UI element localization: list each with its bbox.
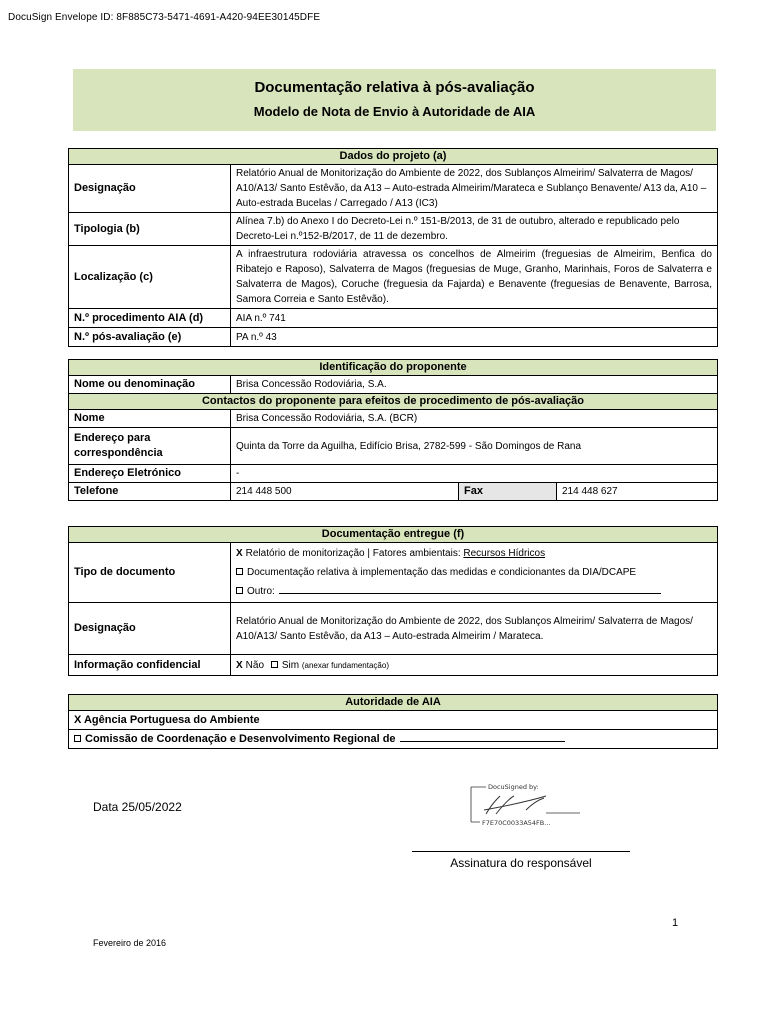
phone-value: 214 448 500 <box>231 483 459 501</box>
signature-id: F7E70C0033A54FB... <box>482 819 551 827</box>
page-number: 1 <box>672 917 679 929</box>
docusign-signature <box>466 780 586 830</box>
proponent-name-label: Nome ou denominação <box>69 376 231 394</box>
checkbox-icon <box>236 568 243 575</box>
proponent-name-value: Brisa Concessão Rodoviária, S.A. <box>231 376 718 394</box>
other-blank-line <box>279 585 661 594</box>
signature-caption: Assinatura do responsável <box>450 856 592 870</box>
water-resources-link: Recursos Hídricos <box>463 548 546 559</box>
authority-heading: Autoridade de AIA <box>69 695 718 711</box>
email-label: Endereço Eletrónico <box>69 465 231 483</box>
proponent-table <box>68 359 718 501</box>
email-value: - <box>231 465 718 483</box>
project-data-heading: Dados do projeto (a) <box>69 149 718 165</box>
contacts-heading: Contactos do proponente para efeitos de procedimento de pós-avaliação <box>69 394 718 410</box>
docusign-envelope-id: DocuSign Envelope ID: 8F885C73-5471-4691-A420-94EE30145DFE <box>8 12 321 23</box>
signature-line <box>412 851 630 852</box>
designation-value: Relatório Anual de Monitorização do Ambiente de 2022, dos Sublanços Almeirim/ Salvaterra de Magos/ A10/A13/ Santo Estêvão, da A13 – Auto-estrada Almeirim/Marateca e Sublanço Benavente/ A13 da, A10 – Auto-estrada Bucelas / Carregado / A13 (IC3) <box>231 165 718 213</box>
authority-apa[interactable]: X Agência Portuguesa do Ambiente <box>69 711 718 730</box>
designation-label: Designação <box>69 165 231 213</box>
yes-note: (anexar fundamentação) <box>301 660 389 670</box>
fax-label: Fax <box>459 483 557 501</box>
phone-label: Telefone <box>69 483 231 501</box>
authority-table <box>68 694 718 749</box>
confidential-label: Informação confidencial <box>69 655 231 676</box>
doc-designation-label: Designação <box>69 603 231 655</box>
contact-name-label: Nome <box>69 410 231 428</box>
location-value: A infraestrutura rodoviária atravessa os concelhos de Almeirim (freguesias de Almeirim, Benfica do Ribatejo e Raposo), Salvaterra de Magos (freguesias de Muge, Granho, Marinhais, Foros de Salvaterra e Salvaterra de Magos), Coruche (freguesia da Fajarda) e Benavente (freguesias de Benavente, Barrosa, Samora Correia e Santo Estêvão). <box>231 246 718 309</box>
document-header <box>73 69 716 131</box>
checkbox-icon <box>271 661 278 668</box>
documentation-heading: Documentação entregue (f) <box>69 527 718 543</box>
ccdr-blank-line <box>400 731 565 742</box>
aia-procedure-value: AIA n.º 741 <box>231 309 718 328</box>
checked-mark: X <box>236 548 243 559</box>
document-subtitle: Modelo de Nota de Envio à Autoridade de AIA <box>253 104 536 119</box>
typology-value: Alínea 7.b) do Anexo I do Decreto-Lei n.º 151-B/2013, de 31 de outubro, alterado e republicado pelo Decreto-Lei n.º152-B/2017, de 11 de dezembro. <box>231 213 718 246</box>
doc-designation-value: Relatório Anual de Monitorização do Ambiente de 2022, dos Sublanços Almeirim/ Salvaterra de Magos/ A10/A13/ Santo Estêvão, da A13 – Auto-estrada Almeirim / Marateca. <box>231 603 718 655</box>
checkbox-icon <box>74 735 81 742</box>
docusigned-by-label: DocuSigned by: <box>488 783 539 791</box>
post-evaluation-value: PA n.º 43 <box>231 328 718 347</box>
option-dia-measures[interactable]: Documentação relativa à implementação das medidas e condicionantes da DIA/DCAPE <box>236 563 712 582</box>
contact-name-value: Brisa Concessão Rodoviária, S.A. (BCR) <box>231 410 718 428</box>
proponent-heading: Identificação do proponente <box>69 360 718 376</box>
option-no[interactable]: Não <box>245 659 265 671</box>
date-text: Data 25/05/2022 <box>93 800 182 814</box>
document-type-options <box>231 543 718 603</box>
typology-label: Tipologia (b) <box>69 213 231 246</box>
fax-value: 214 448 627 <box>557 483 718 501</box>
option-monitoring-report[interactable]: X Relatório de monitorização | Fatores ambientais: Recursos Hídricos <box>236 548 546 559</box>
checked-mark: X <box>236 659 243 671</box>
address-value: Quinta da Torre da Aguilha, Edifício Brisa, 2782-599 - São Domingos de Rana <box>231 428 718 465</box>
documentation-table <box>68 526 718 676</box>
option-other[interactable]: Outro: <box>236 582 712 601</box>
footer-date: Fevereiro de 2016 <box>93 938 167 948</box>
option-yes[interactable]: Sim <box>281 659 300 671</box>
aia-procedure-label: N.º procedimento AIA (d) <box>69 309 231 328</box>
checkbox-icon <box>236 587 243 594</box>
location-label: Localização (c) <box>69 246 231 309</box>
confidential-options <box>231 655 718 676</box>
document-title: Documentação relativa à pós-avaliação <box>254 79 535 96</box>
document-type-label: Tipo de documento <box>69 543 231 603</box>
post-evaluation-label: N.º pós-avaliação (e) <box>69 328 231 347</box>
signature-icon <box>466 780 586 830</box>
authority-ccdr[interactable]: Comissão de Coordenação e Desenvolvimento Regional de <box>69 730 718 749</box>
address-label: Endereço para correspondência <box>69 428 231 465</box>
project-data-table <box>68 148 718 347</box>
